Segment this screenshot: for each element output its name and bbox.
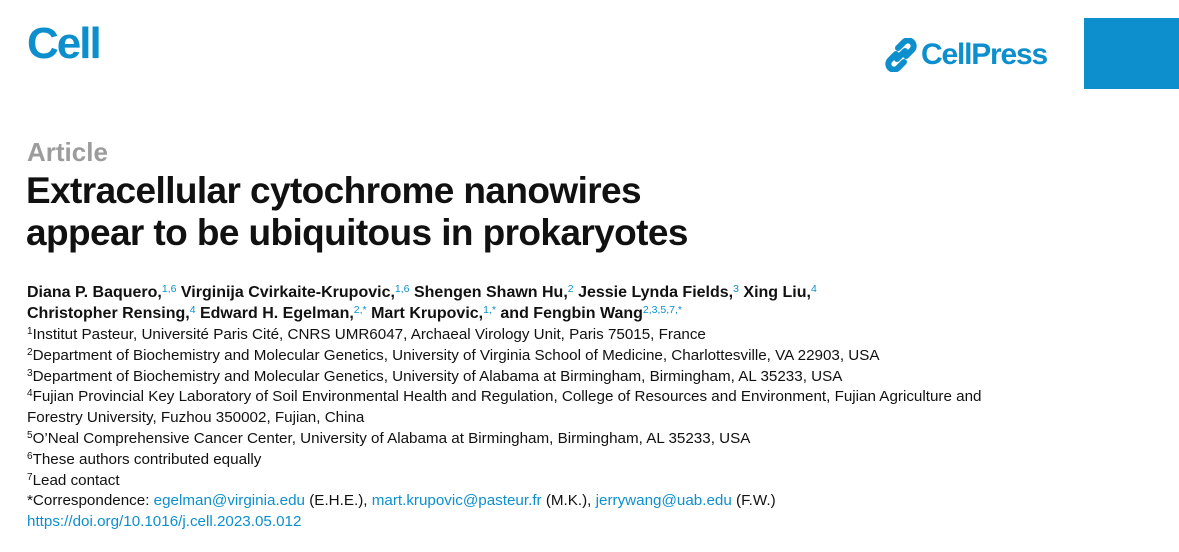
- affiliation-item: [27, 387, 1147, 408]
- email-link-egelman[interactable]: egelman@virginia.edu: [153, 492, 306, 510]
- affiliation-item: [27, 325, 1147, 346]
- correspondence-initials: (F.W.): [736, 492, 776, 510]
- affiliation-text: O’Neal Comprehensive Cancer Center, University of Alabama at Birmingham, Birmingham, AL 35233, USA: [32, 429, 751, 447]
- affiliation-item: [27, 346, 1147, 367]
- title-line: Extracellular cytochrome nanowires: [26, 170, 642, 211]
- author-affiliation: 2: [567, 283, 574, 295]
- author-affiliation: 2,3,5,7,*: [642, 304, 683, 316]
- email-link-krupovic[interactable]: mart.krupovic@pasteur.fr: [371, 492, 542, 510]
- author-line: [27, 282, 1147, 303]
- author-affiliation: 1,6: [394, 283, 410, 295]
- brand-corner-block: [1084, 18, 1179, 89]
- affiliation-text: Institut Pasteur, Université Paris Cité, CNRS UMR6047, Archaeal Virology Unit, Paris 75015, France: [32, 326, 706, 343]
- author-line: [27, 303, 1147, 324]
- author-name: Shengen Shawn Hu,: [413, 284, 568, 301]
- author-name: Christopher Rensing,: [27, 305, 190, 322]
- author-affiliation: 3: [733, 283, 739, 295]
- journal-logo: Cell: [27, 19, 100, 68]
- affiliation-text: These authors contributed equally: [32, 450, 262, 468]
- article-title: [26, 170, 926, 254]
- correspondence-line: [27, 491, 1147, 512]
- doi-link[interactable]: https://doi.org/10.1016/j.cell.2023.05.012: [27, 513, 302, 531]
- affiliation-number: 1: [27, 326, 33, 337]
- affiliation-list: [27, 325, 1147, 533]
- affiliation-number: 6: [27, 450, 33, 462]
- affiliation-number: 4: [27, 388, 33, 400]
- affiliation-item: [27, 450, 1147, 471]
- author-name: Edward H. Egelman,: [199, 305, 354, 322]
- affiliation-text: Department of Biochemistry and Molecular Genetics, University of Virginia School of Medicine, Charlottesville, VA 22903, USA: [32, 346, 880, 364]
- affiliation-text: Fujian Provincial Key Laboratory of Soil Environmental Health and Regulation, College of Resources and Environment, Fujian Agriculture and: [32, 388, 982, 406]
- affiliation-number: 2: [27, 346, 33, 358]
- author-name: Diana P. Baquero,: [27, 284, 162, 301]
- doi-line: [27, 512, 1147, 533]
- correspondence-initials: (M.K.),: [545, 492, 592, 510]
- affiliation-continuation: Forestry University, Fuzhou 350002, Fujian, China: [27, 409, 365, 427]
- affiliation-number: 5: [27, 429, 33, 441]
- affiliation-item: [27, 471, 1147, 492]
- affiliation-text: Department of Biochemistry and Molecular Genetics, University of Alabama at Birmingham, Birmingham, AL 35233, USA: [32, 367, 843, 385]
- author-name: Mart Krupovic,: [371, 305, 484, 322]
- author-affiliation: 4: [189, 304, 196, 316]
- affiliation-text: Lead contact: [32, 471, 120, 489]
- correspondence-initials: (E.H.E.),: [309, 492, 368, 510]
- author-affiliation: 1,*: [483, 304, 496, 316]
- author-name: Virginija Cvirkaite-Krupovic,: [180, 284, 395, 301]
- author-name: Jessie Lynda Fields,: [578, 284, 734, 301]
- affiliation-item: [27, 367, 1147, 388]
- publisher-logo: [884, 38, 1047, 72]
- title-line: appear to be ubiquitous in prokaryotes: [26, 212, 688, 253]
- article-type: Article: [27, 137, 108, 167]
- email-link-wang[interactable]: jerrywang@uab.edu: [595, 492, 732, 510]
- author-list: [27, 282, 1147, 324]
- correspondence-label: *Correspondence:: [27, 492, 150, 510]
- cellpress-mark-icon: [884, 38, 918, 72]
- author-name: Xing Liu,: [743, 284, 811, 301]
- author-affiliation: 2,*: [353, 304, 367, 316]
- author-affiliation: 4: [810, 283, 817, 295]
- affiliation-number: 7: [27, 471, 33, 483]
- author-affiliation: 1,6: [161, 283, 177, 295]
- author-name: and Fengbin Wang: [500, 305, 643, 322]
- affiliation-number: 3: [27, 367, 33, 379]
- publisher-name: CellPress: [921, 38, 1047, 71]
- affiliation-item: [27, 429, 1147, 450]
